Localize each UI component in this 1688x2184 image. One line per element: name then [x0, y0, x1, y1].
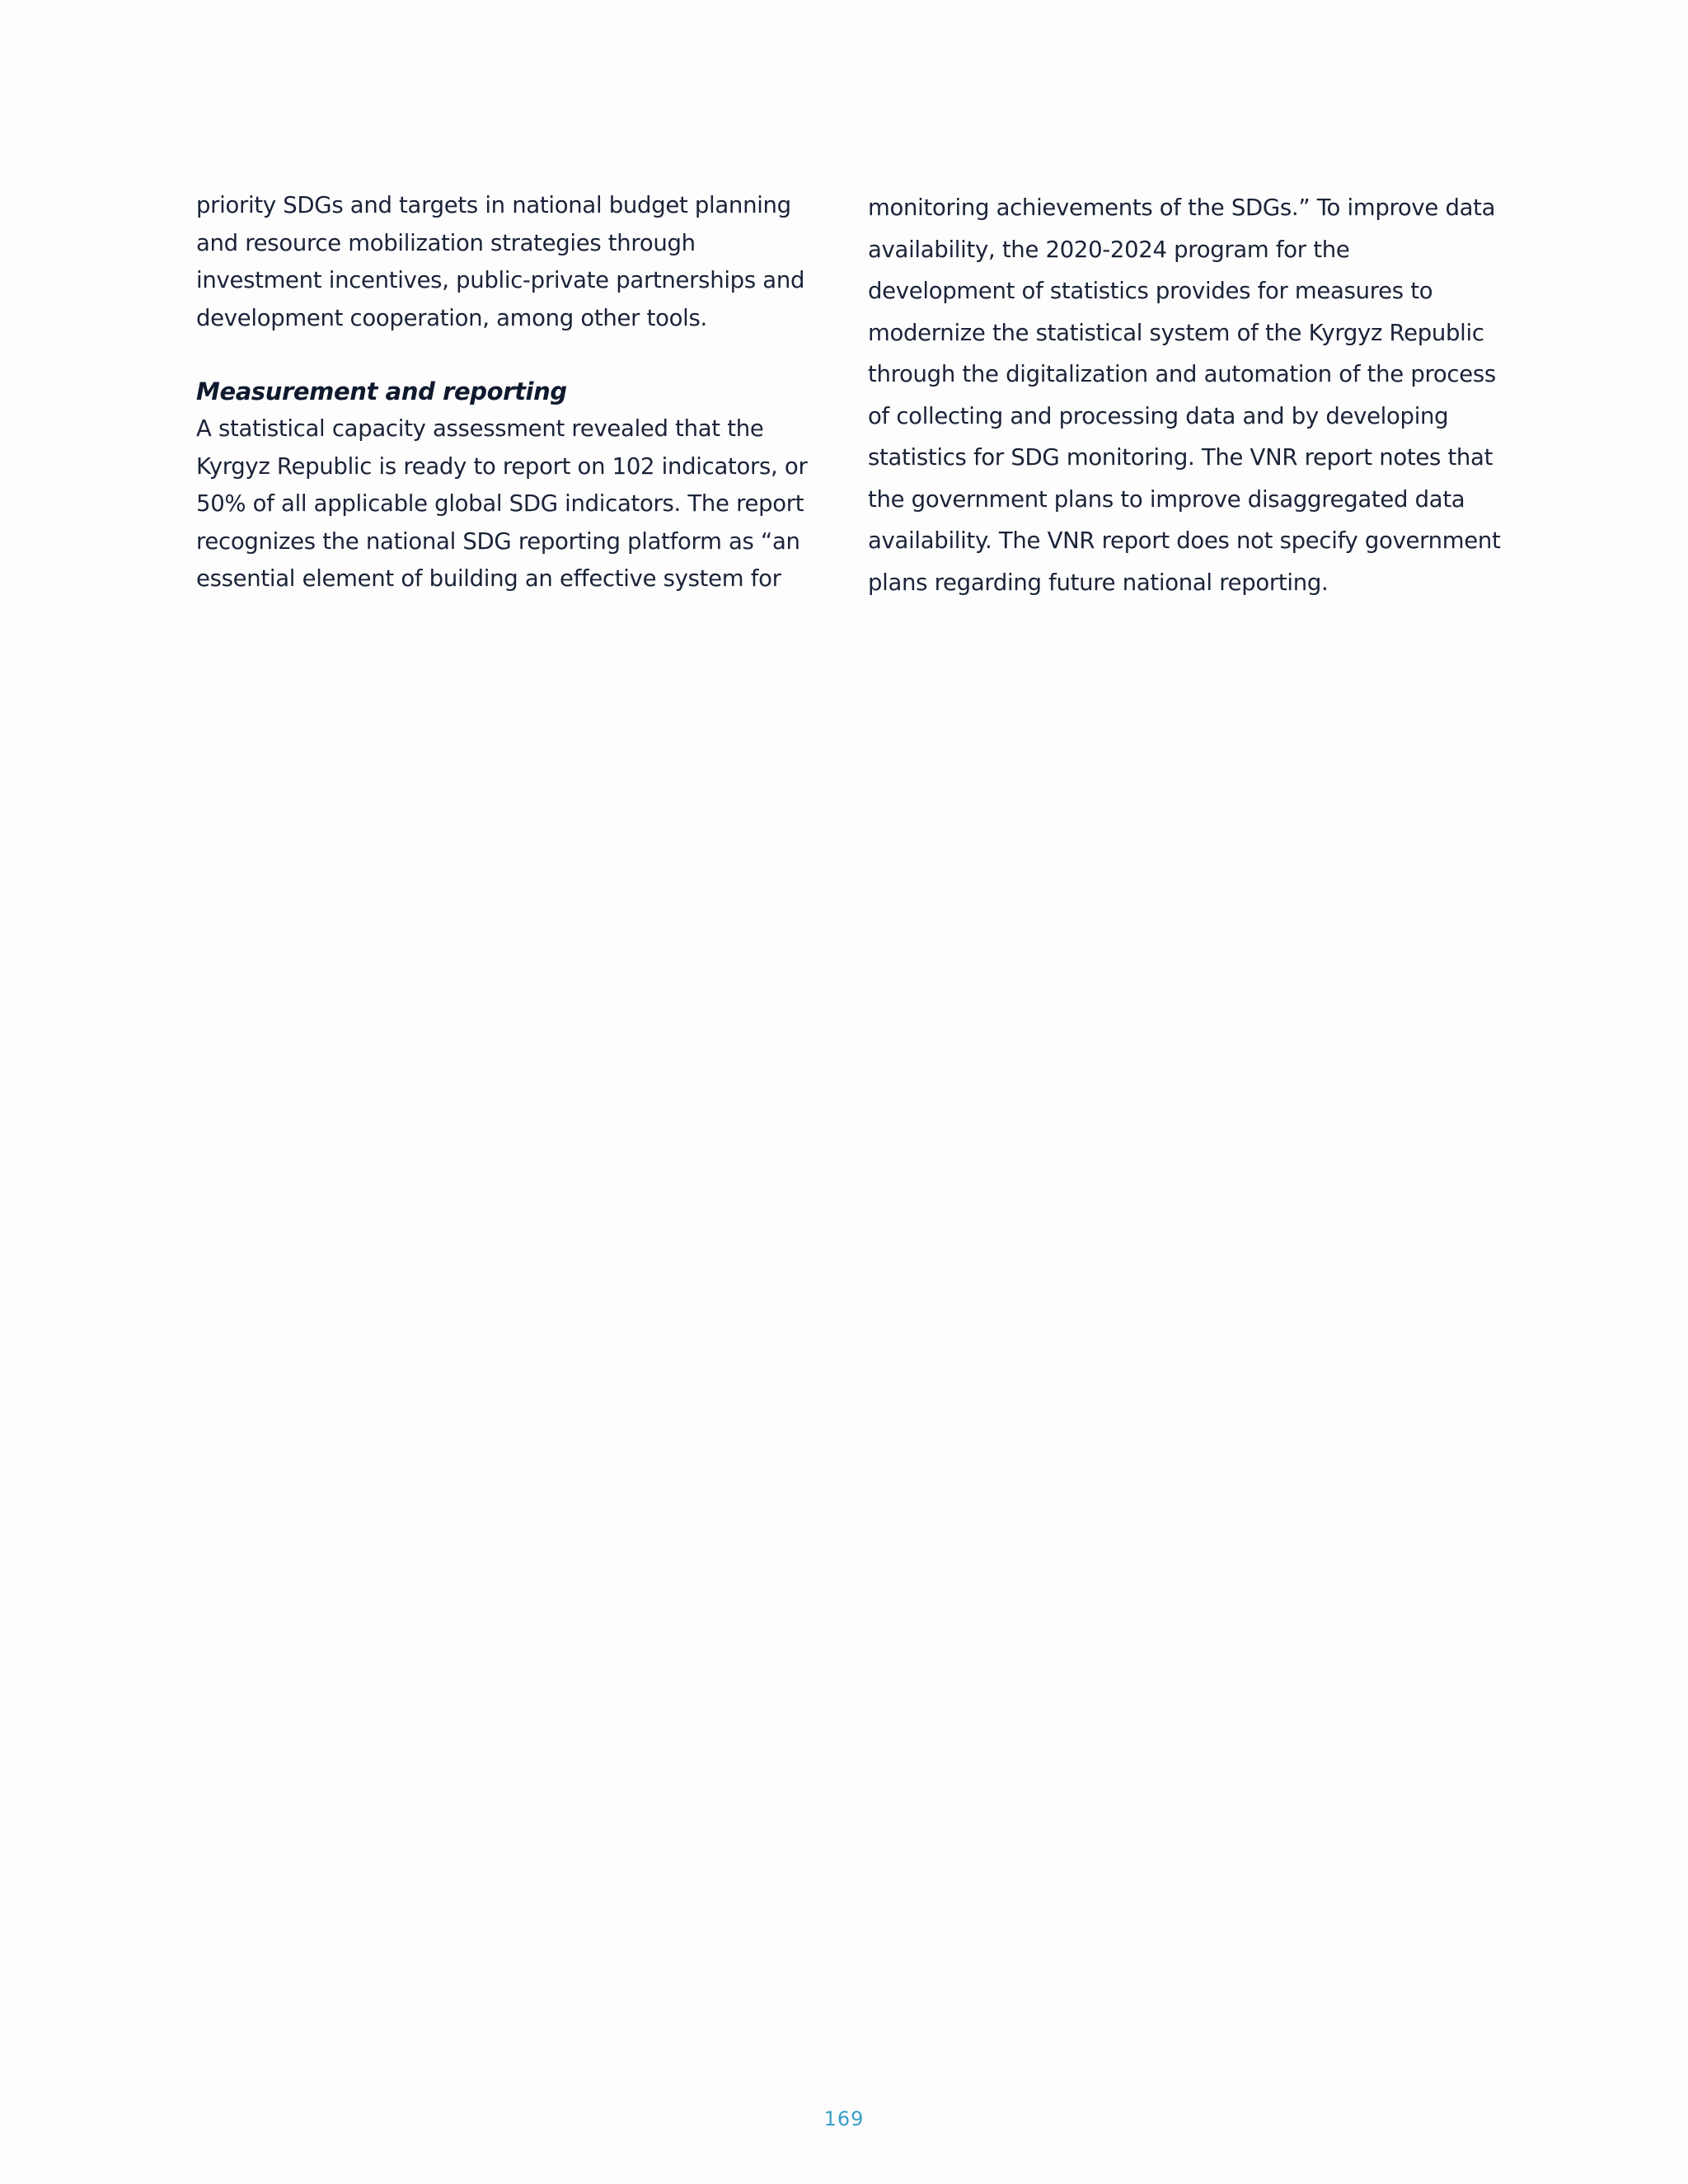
section-paragraph: A statistical capacity assessment revealed that the Kyrgyz Republic is ready to report on 102 indicators, or 50% of all applicable global SDG indicators. The report recognizes the national SDG reporting platform as “an essential element of building an effective system for	[196, 415, 808, 592]
right-column	[868, 187, 1503, 603]
left-column	[196, 187, 823, 598]
continuation-paragraph: monitoring achievements of the SDGs.” To improve data availability, the 2020-2024 program for the development of statistics provides for measures to modernize the statistical system of the Kyrgyz Republic through the digitalization and automation of the process of collecting and processing data and by developing statistics for SDG monitoring. The VNR report notes that the government plans to improve disaggregated data availability. The VNR report does not specify government plans regarding future national reporting.	[868, 194, 1501, 596]
page-number: 169	[823, 2107, 865, 2130]
intro-paragraph: priority SDGs and targets in national budget planning and resource mobilization strategies through investment incentives, public-private partnerships and development cooperation, among other tools.	[196, 192, 805, 331]
section-heading: Measurement and reporting	[196, 377, 567, 405]
